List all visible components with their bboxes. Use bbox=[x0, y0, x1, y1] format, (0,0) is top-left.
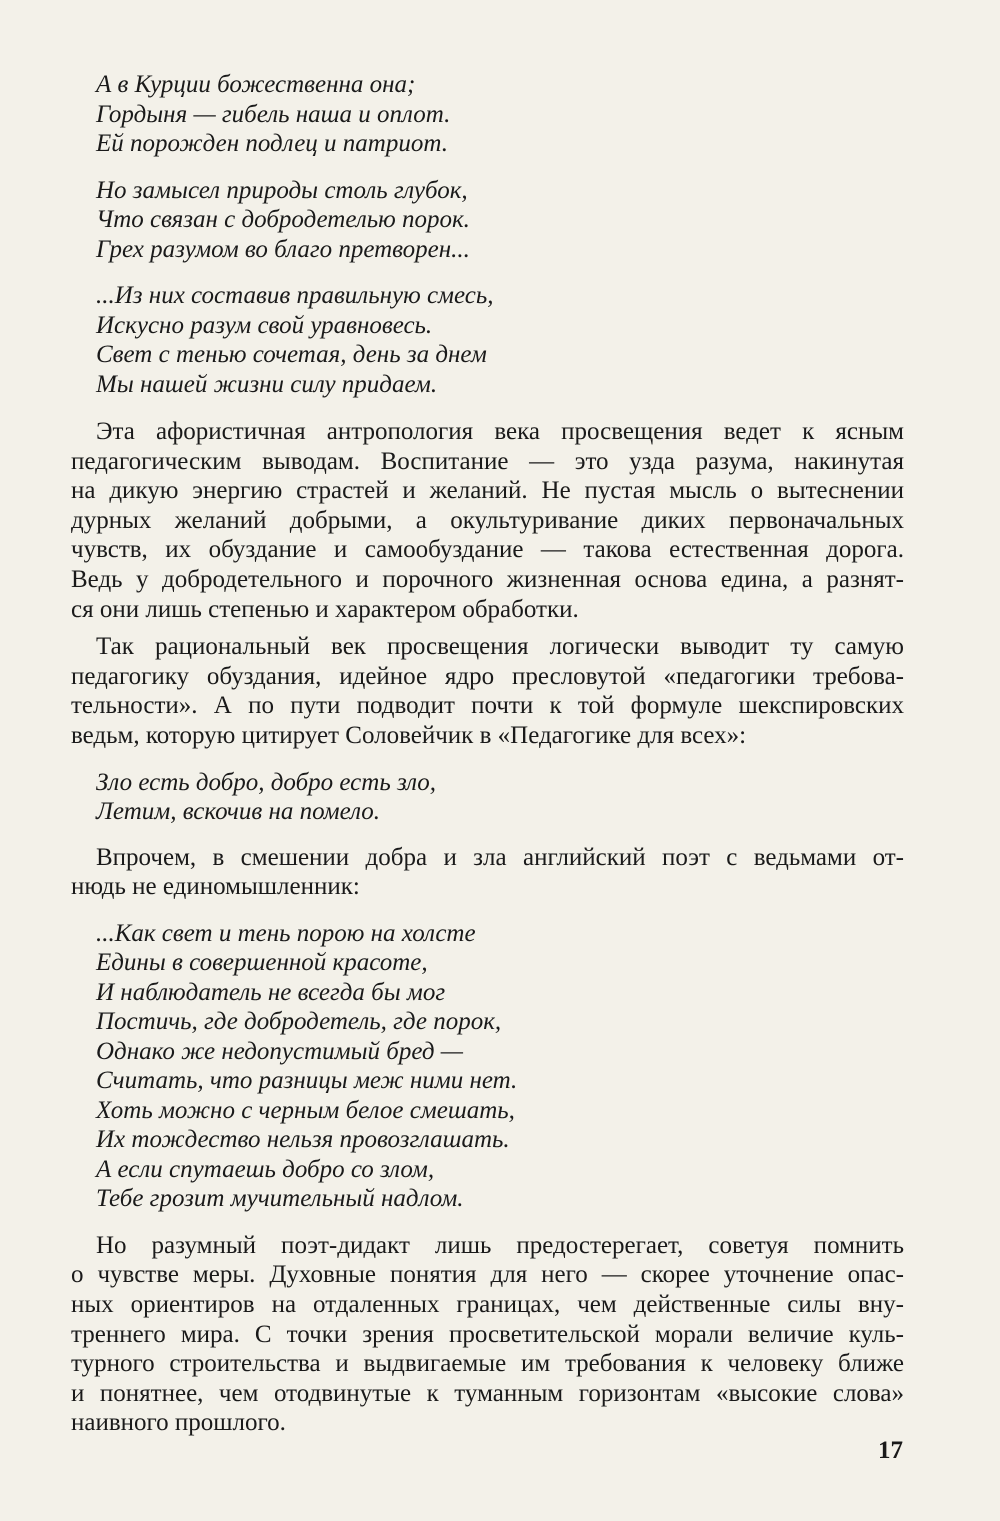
verse-line: Свет с тенью сочетая, день за днем bbox=[96, 341, 487, 368]
verse-line: Искусно разум свой уравновесь. bbox=[96, 311, 433, 339]
text-line: тельности». А по пути подводит почти к той формуле шекспировских bbox=[71, 692, 904, 720]
text-line: ся они лишь степенью и характером обработки. bbox=[71, 595, 579, 623]
prose-paragraph bbox=[71, 1231, 904, 1438]
text-line: Ведь у добродетельного и порочного жизненная основа едина, а разнят- bbox=[71, 565, 904, 593]
verse-line: Ей порожден подлец и патриот. bbox=[96, 130, 448, 157]
text-line: педагогику обуздания, идейное ядро пресловутой «педагогики требова- bbox=[71, 662, 904, 690]
verse-line: И наблюдатель не всегда бы мог bbox=[96, 978, 446, 1006]
text-line: чувств, их обуздание и самообуздание — такова естественная дорога. bbox=[71, 536, 904, 564]
text-line: Так рациональный век просвещения логически выводит ту самую bbox=[96, 633, 904, 661]
text-line: Впрочем, в смешении добра и зла английский поэт с ведьмами от- bbox=[96, 843, 904, 871]
prose-paragraph bbox=[71, 632, 904, 750]
page-number: 17 bbox=[878, 1437, 903, 1464]
verse-line: Но замысел природы столь глубок, bbox=[96, 176, 468, 204]
verse-line: Летим, вскочив на помело. bbox=[96, 798, 381, 826]
verse-stanza bbox=[96, 768, 904, 827]
verse-line: Что связан с добродетелью порок. bbox=[96, 206, 470, 233]
verse-line: ...Из них составив правильную смесь, bbox=[96, 282, 494, 309]
text-line: ных ориентиров на отдаленных границах, чем действенные силы вну- bbox=[71, 1290, 904, 1318]
text-line: педагогическим выводам. Воспитание — это узда разума, накинутая bbox=[71, 447, 904, 475]
verse-line: Тебе грозит мучительный надлом. bbox=[96, 1185, 464, 1213]
verse-line: ...Как свет и тень порою на холсте bbox=[96, 919, 476, 947]
verse-line: А в Курции божественна она; bbox=[96, 71, 416, 98]
text-line: на дикую энергию страстей и желаний. Не пустая мысль о вытеснении bbox=[71, 477, 904, 505]
verse-line: Грех разумом во благо претворен... bbox=[96, 235, 470, 263]
verse-line: Хоть можно с черным белое смешать, bbox=[96, 1096, 515, 1124]
text-line: Но разумный поэт-дидакт лишь предостерегает, советуя помнить bbox=[96, 1231, 904, 1259]
text-line: Эта афористичная антропология века просвещения ведет к ясным bbox=[96, 418, 904, 445]
text-line: дурных желаний добрыми, а окультуривание диких первоначальных bbox=[71, 506, 904, 534]
verse-line: Их тождество нельзя провозглашать. bbox=[96, 1126, 510, 1154]
verse-line: А если спутаешь добро со злом, bbox=[96, 1155, 435, 1183]
prose-paragraph bbox=[71, 843, 904, 902]
verse-line: Мы нашей жизни силу придаем. bbox=[96, 370, 438, 398]
verse-line: Постичь, где добродетель, где порок, bbox=[96, 1008, 502, 1036]
verse-line: Считать, что разницы меж ними нет. bbox=[96, 1067, 518, 1095]
verse-stanza bbox=[96, 176, 904, 265]
verse-stanza bbox=[96, 919, 904, 1214]
page-content bbox=[71, 70, 904, 1438]
verse-line: Гордыня — гибель наша и оплот. bbox=[96, 100, 451, 128]
prose-paragraph bbox=[71, 417, 904, 624]
text-line: и понятнее, чем отодвинутые к туманным горизонтам «высокие слова» bbox=[71, 1379, 904, 1407]
text-line: турного строительства и выдвигаемые им требования к человеку ближе bbox=[71, 1350, 904, 1378]
verse-stanza bbox=[96, 281, 904, 399]
verse-stanza bbox=[96, 70, 904, 159]
text-line: о чувстве меры. Духовные понятия для него — скорее уточнение опас- bbox=[71, 1261, 904, 1289]
text-line: ведьм, которую цитирует Соловейчик в «Педагогике для всех»: bbox=[71, 721, 747, 749]
verse-line: Едины в совершенной красоте, bbox=[96, 949, 428, 977]
verse-line: Зло есть добро, добро есть зло, bbox=[96, 768, 437, 796]
text-line: треннего мира. С точки зрения просветительской морали величие куль- bbox=[71, 1320, 904, 1348]
verse-line: Однако же недопустимый бред — bbox=[96, 1037, 463, 1065]
text-line: нюдь не единомышленник: bbox=[71, 873, 360, 901]
text-line: наивного прошлого. bbox=[71, 1409, 286, 1437]
